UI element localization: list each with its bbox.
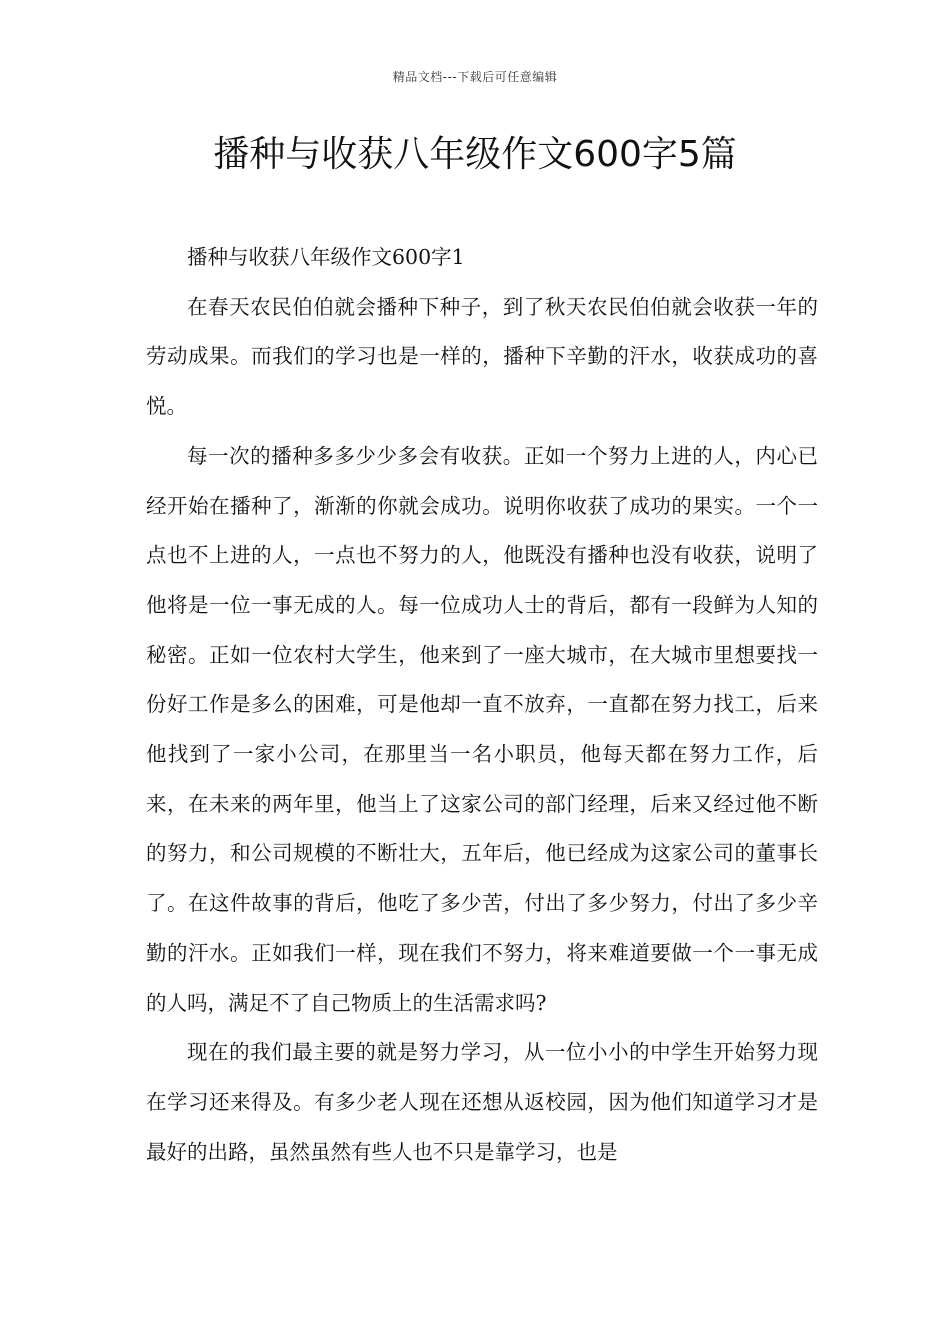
paragraph-3: 现在的我们最主要的就是努力学习，从一位小小的中学生开始努力现在学习还来得及。有多少老人现在还想从返校园，因为他们知道学习才是最好的出路，虽然虽然有些人也不只是靠学习，也是 <box>146 1040 818 1164</box>
paragraph-1: 在春天农民伯伯就会播种下种子，到了秋天农民伯伯就会收获一年的劳动成果。而我们的学习也是一样的，播种下辛勤的汗水，收获成功的喜悦。 <box>146 294 818 419</box>
header-note: 精品文档---下载后可任意编辑 <box>392 70 558 84</box>
paragraph-2: 每一次的播种多多少少多会有收获。正如一个努力上进的人，内心已经开始在播种了，渐渐的你就会成功。说明你收获了成功的果实。一个一点也不上进的人，一点也不努力的人，他既没有播种也没有收获，说明了他将是一位一事无成的人。每一位成功人士的背后，都有一段鲜为人知的秘密。正如一位农村大学生，他来到了一座大城市，在大城市里想要找一份好工作是多么的困难，可是他却一直不放弃，一直都在努力找工，后来他找到了一家小公司，在那里当一名小职员，他每天都在努力工作，后来，在未来的两年里，他当上了这家公司的部门经理，后来又经过他不断的努力，和公司规模的不断壮大，五年后，他已经成为这家公司的董事长了。在这件故事的背后，他吃了多少苦，付出了多少努力，付出了多少辛勤的汗水。正如我们一样，现在我们不努力，将来难道要做一个一事无成的人吗，满足不了自己物质上的生活需求吗? <box>146 443 818 1015</box>
document-body <box>146 233 818 1177</box>
section-heading: 播种与收获八年级作文600字1 <box>187 245 465 269</box>
document-title: 播种与收获八年级作文600字5篇 <box>213 134 737 175</box>
